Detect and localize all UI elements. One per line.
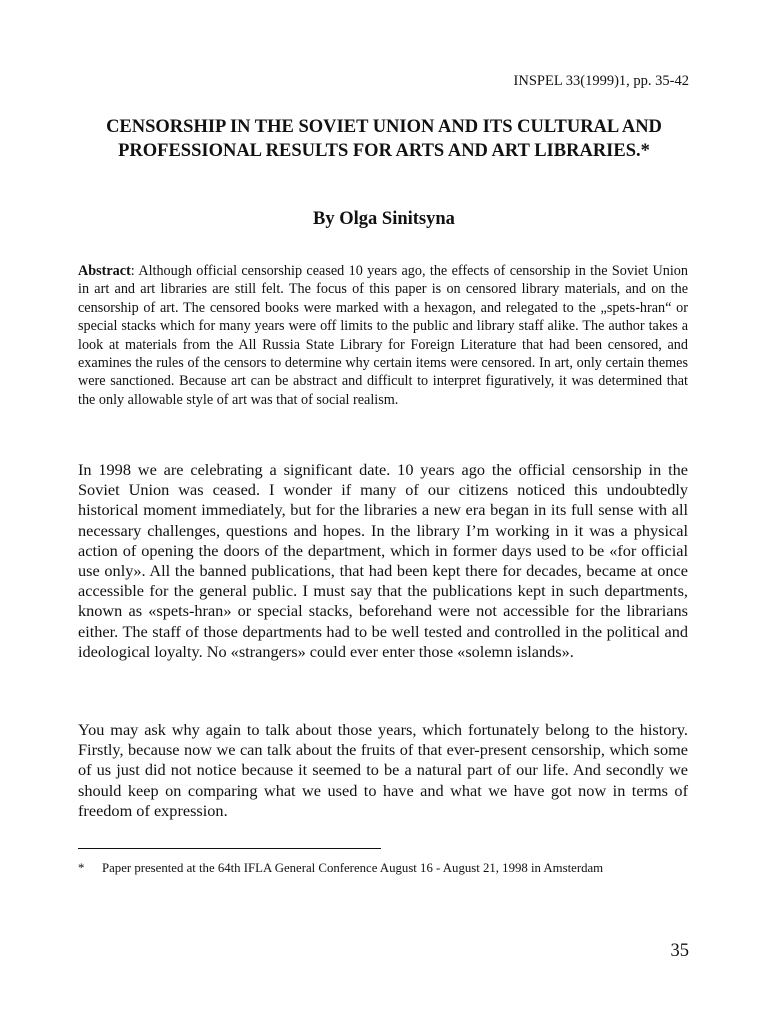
body-paragraph-1: In 1998 we are celebrating a significant date. 10 years ago the official censorship in the Soviet Union was ceased. I wonder if many of our citizens noticed this undoubtedly historical moment immediately, but for the libraries a new era began in its full sense with all necessary challenges, questions and hopes. In the library I’m working in it was a physical action of opening the doors of the department, which in former days used to be «for official use only». All the banned publications, that had been kept there for decades, became at once accessible for the general public. I must say that the publications kept in such departments, known as «spets-hran» or special stacks, beforehand were not accessible for the librarians either. The staff of those departments had to be well tested and controlled in the political and ideological loyalty. No «strangers» could ever enter those «solemn islands».	[78, 460, 688, 661]
footnote-divider	[78, 848, 381, 849]
journal-citation: INSPEL 33(1999)1, pp. 35-42	[513, 73, 689, 89]
abstract-label: Abstract	[78, 263, 131, 279]
abstract-text: : Although official censorship ceased 10 years ago, the effects of censorship in the Soviet Union in art and art libraries are still felt. The focus of this paper is on censored library materials, and on the censorship of art. The censored books were marked with a hexagon, and relegated to the „spets-hran“ or special stacks which for many years were off limits to the public and library staff alike. The author takes a look at materials from the All Russia State Library for Foreign Literature that had been censored, and examines the rules of the censors to determine why certain items were censored. In art, only certain themes were sanctioned. Because art can be abstract and difficult to interpret figuratively, it was determined that the only allowable style of art was that of social realism.	[78, 263, 688, 408]
body-paragraph-2: You may ask why again to talk about those years, which fortunately belong to the history. Firstly, because now we can talk about the fruits of that ever-present censorship, which some of us just did not notice because it seemed to be a natural part of our life. And secondly we should keep on comparing what we used to have and what we have got now in terms of freedom of expression.	[78, 720, 688, 820]
footnote-text: Paper presented at the 64th IFLA General Conference August 16 - August 21, 1998 in Amsterdam	[102, 861, 604, 875]
author-byline: By Olga Sinitsyna	[313, 209, 455, 229]
footnote-marker: *	[78, 861, 85, 875]
page-number: 35	[670, 941, 689, 961]
article-title: CENSORSHIP IN THE SOVIET UNION AND ITS CULTURAL AND PROFESSIONAL RESULTS FOR ARTS AND ART LIBRARIES.*	[106, 117, 662, 161]
abstract-paragraph	[78, 262, 688, 409]
footnote	[78, 860, 688, 876]
